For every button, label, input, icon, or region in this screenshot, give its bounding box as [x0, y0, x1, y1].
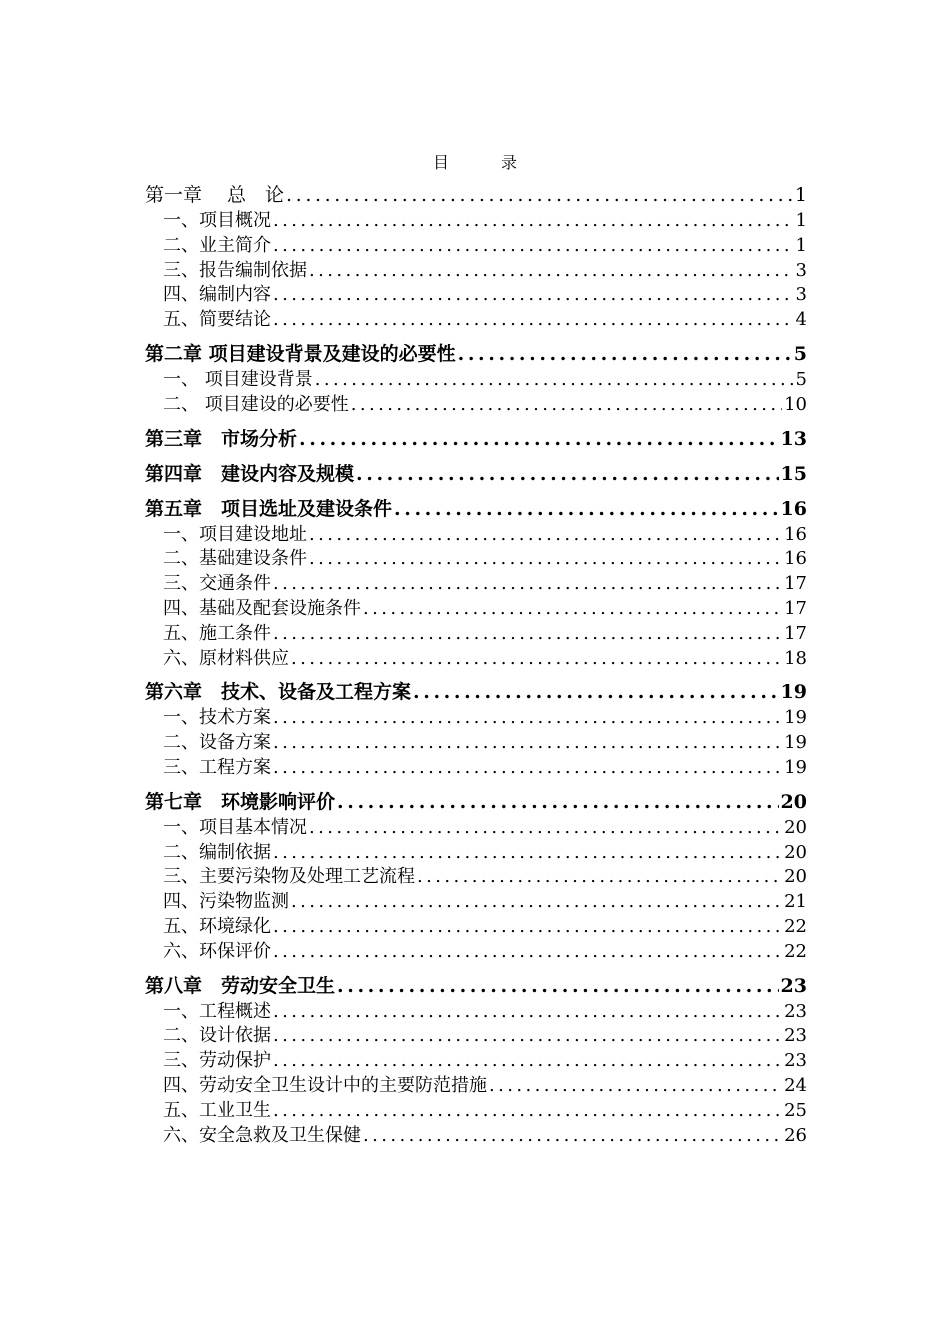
toc-page-number: 3: [795, 259, 807, 281]
toc-entry-label: 二、基础建设条件: [163, 548, 307, 570]
toc-leader-dots: [413, 679, 779, 706]
toc-page-number: 5: [793, 342, 807, 365]
toc-entry-label: 一、项目基本情况: [163, 816, 307, 838]
toc-entry-label: 二、设备方案: [163, 732, 271, 754]
toc-leader-dots: [417, 865, 782, 890]
toc-entry-label: 五、简要结论: [163, 309, 271, 331]
toc-section-entry[interactable]: [145, 756, 807, 781]
toc-leader-dots: [337, 789, 779, 816]
toc-entry-label: 五、工业卫生: [163, 1099, 271, 1121]
toc-entry-label: 第七章 环境影响评价: [145, 790, 336, 813]
toc-entry-label: 六、安全急救及卫生保健: [163, 1124, 361, 1146]
toc-entry-label: 一、项目概况: [163, 210, 271, 231]
toc-section-entry[interactable]: [145, 1049, 807, 1074]
toc-page-number: 5: [795, 368, 807, 390]
toc-page-number: 22: [784, 915, 807, 937]
toc-section-entry[interactable]: [145, 841, 807, 866]
toc-page-number: 1: [795, 210, 807, 231]
toc-leader-dots: [299, 426, 779, 453]
toc-leader-dots: [309, 816, 782, 841]
toc-section-entry[interactable]: [145, 890, 807, 915]
toc-entry-label: 二、编制依据: [163, 841, 271, 863]
toc-chapter-entry[interactable]: [145, 341, 807, 368]
toc-section-entry[interactable]: [145, 209, 807, 234]
toc-leader-dots: [309, 523, 782, 548]
toc-page-number: 16: [784, 548, 807, 570]
toc-section-entry[interactable]: [145, 308, 807, 333]
toc-entry-label: 一、工程概述: [163, 1000, 271, 1022]
toc-page-number: 20: [784, 816, 807, 838]
toc-page-number: 17: [784, 597, 807, 619]
toc-entry-label: 第一章 总 论: [145, 184, 285, 206]
toc-page-number: 3: [795, 284, 807, 306]
toc-page-number: 19: [780, 681, 807, 704]
toc-entry-label: 一、技术方案: [163, 707, 271, 729]
toc-section-entry[interactable]: [145, 259, 807, 284]
toc-leader-dots: [291, 890, 782, 915]
toc-leader-dots: [273, 209, 794, 234]
toc-leader-dots: [273, 915, 782, 940]
toc-page-number: 23: [784, 1025, 807, 1047]
toc-entry-label: 第六章 技术、设备及工程方案: [145, 681, 412, 704]
toc-section-entry[interactable]: [145, 706, 807, 731]
toc-page-number: 17: [784, 622, 807, 644]
toc-leader-dots: [394, 496, 779, 523]
toc-section-entry[interactable]: [145, 731, 807, 756]
toc-leader-dots: [363, 1124, 782, 1149]
toc-leader-dots: [315, 368, 794, 393]
toc-leader-dots: [273, 841, 782, 866]
toc-chapter-entry[interactable]: [145, 461, 807, 488]
toc-leader-dots: [273, 731, 782, 756]
toc-entry-label: 第二章 项目建设背景及建设的必要性: [145, 342, 456, 365]
toc-chapter-entry[interactable]: [145, 973, 807, 1000]
toc-leader-dots: [273, 1099, 782, 1124]
table-of-contents: [145, 182, 807, 1148]
toc-section-entry[interactable]: [145, 1024, 807, 1049]
toc-leader-dots: [489, 1074, 782, 1099]
toc-leader-dots: [351, 393, 782, 418]
toc-page-number: 16: [780, 497, 807, 520]
toc-page-number: 16: [784, 523, 807, 545]
toc-page-number: 20: [784, 866, 807, 888]
toc-entry-label: 第八章 劳动安全卫生: [145, 974, 336, 997]
toc-entry-label: 五、环境绿化: [163, 915, 271, 937]
toc-entry-label: 二、设计依据: [163, 1025, 271, 1047]
toc-page-number: 21: [784, 891, 807, 913]
toc-section-entry[interactable]: [145, 368, 807, 393]
toc-leader-dots: [273, 1024, 782, 1049]
toc-page-number: 25: [784, 1099, 807, 1121]
toc-leader-dots: [309, 547, 782, 572]
toc-section-entry[interactable]: [145, 572, 807, 597]
toc-page-number: 1: [795, 234, 807, 256]
toc-page-number: 20: [780, 790, 807, 813]
toc-section-entry[interactable]: [145, 597, 807, 622]
toc-section-entry[interactable]: [145, 647, 807, 672]
toc-leader-dots: [273, 234, 794, 259]
toc-title: 目 录: [432, 153, 535, 172]
toc-entry-label: 三、工程方案: [163, 756, 271, 778]
toc-leader-dots: [273, 1000, 782, 1025]
toc-chapter-entry[interactable]: [145, 679, 807, 706]
toc-leader-dots: [273, 706, 782, 731]
toc-page-number: 17: [784, 573, 807, 595]
toc-leader-dots: [273, 756, 782, 781]
toc-section-entry[interactable]: [145, 283, 807, 308]
toc-entry-label: 第四章 建设内容及规模: [145, 462, 355, 485]
toc-section-entry[interactable]: [145, 915, 807, 940]
toc-page-number: 22: [784, 940, 807, 962]
toc-leader-dots: [356, 461, 779, 488]
toc-page-number: 1: [794, 184, 807, 206]
toc-entry-label: 三、主要污染物及处理工艺流程: [163, 866, 415, 888]
toc-section-entry[interactable]: [145, 816, 807, 841]
toc-page-number: 23: [784, 1000, 807, 1022]
toc-entry-label: 五、施工条件: [163, 622, 271, 644]
toc-section-entry[interactable]: [145, 547, 807, 572]
toc-entry-label: 第三章 市场分析: [145, 427, 298, 450]
toc-entry-label: 六、环保评价: [163, 940, 271, 962]
toc-leader-dots: [291, 647, 782, 672]
toc-page-number: 15: [780, 462, 807, 485]
toc-chapter-entry[interactable]: [145, 182, 807, 209]
toc-page-number: 19: [784, 732, 807, 754]
toc-leader-dots: [286, 182, 793, 209]
toc-entry-label: 一、项目建设地址: [163, 523, 307, 545]
toc-section-entry[interactable]: [145, 1000, 807, 1025]
toc-leader-dots: [273, 283, 794, 308]
toc-chapter-entry[interactable]: [145, 426, 807, 453]
toc-leader-dots: [273, 940, 782, 965]
toc-section-entry[interactable]: [145, 1099, 807, 1124]
toc-entry-label: 四、基础及配套设施条件: [163, 597, 361, 619]
toc-leader-dots: [363, 597, 782, 622]
toc-leader-dots: [273, 308, 794, 333]
toc-entry-label: 三、报告编制依据: [163, 259, 307, 281]
toc-page-number: 23: [784, 1050, 807, 1072]
toc-page-number: 18: [784, 647, 807, 669]
toc-entry-label: 四、劳动安全卫生设计中的主要防范措施: [163, 1074, 487, 1096]
toc-entry-label: 二、 项目建设的必要性: [163, 393, 349, 415]
toc-page-number: 19: [784, 707, 807, 729]
toc-section-entry[interactable]: [145, 1074, 807, 1099]
toc-section-entry[interactable]: [145, 523, 807, 548]
toc-section-entry[interactable]: [145, 1124, 807, 1149]
toc-entry-label: 三、劳动保护: [163, 1050, 271, 1072]
toc-entry-label: 六、原材料供应: [163, 647, 289, 669]
toc-page-number: 19: [784, 756, 807, 778]
toc-page-number: 26: [784, 1124, 807, 1146]
toc-page-number: 4: [795, 309, 807, 331]
toc-page-number: 24: [784, 1074, 807, 1096]
toc-entry-label: 一、 项目建设背景: [163, 368, 313, 390]
toc-leader-dots: [273, 1049, 782, 1074]
toc-entry-label: 二、业主简介: [163, 234, 271, 256]
toc-leader-dots: [337, 973, 779, 1000]
toc-section-entry[interactable]: [145, 393, 807, 418]
toc-section-entry[interactable]: [145, 234, 807, 259]
toc-chapter-entry[interactable]: [145, 496, 807, 523]
toc-leader-dots: [273, 572, 782, 597]
toc-chapter-entry[interactable]: [145, 789, 807, 816]
toc-section-entry[interactable]: [145, 940, 807, 965]
toc-page-number: 20: [784, 841, 807, 863]
toc-page-number: 13: [780, 427, 807, 450]
toc-section-entry[interactable]: [145, 865, 807, 890]
toc-leader-dots: [273, 622, 782, 647]
toc-page-number: 10: [784, 393, 807, 415]
toc-entry-label: 四、编制内容: [163, 284, 271, 306]
toc-entry-label: 四、污染物监测: [163, 891, 289, 913]
toc-entry-label: 三、交通条件: [163, 573, 271, 595]
toc-page-number: 23: [780, 974, 807, 997]
toc-leader-dots: [309, 259, 794, 284]
toc-section-entry[interactable]: [145, 622, 807, 647]
toc-leader-dots: [458, 341, 792, 368]
toc-entry-label: 第五章 项目选址及建设条件: [145, 497, 393, 520]
